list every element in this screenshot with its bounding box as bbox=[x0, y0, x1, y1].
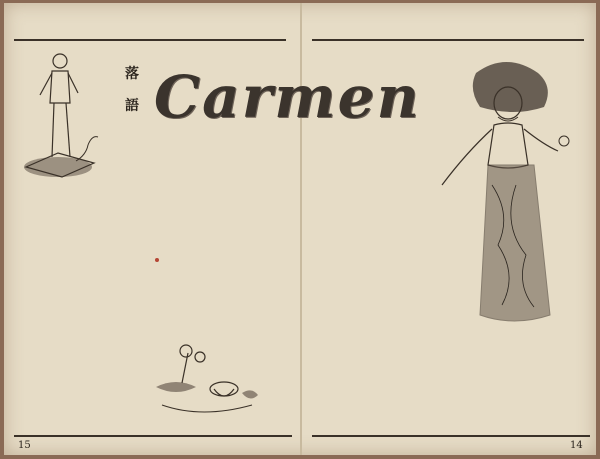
page-number-right: 14 bbox=[570, 440, 583, 451]
title-text: Carmen bbox=[154, 63, 421, 131]
magazine-spread bbox=[4, 3, 596, 455]
right-text-block-3 bbox=[470, 325, 594, 431]
left-text-block-1 bbox=[28, 153, 140, 243]
top-rule-left bbox=[14, 39, 286, 41]
title-logo bbox=[154, 47, 434, 147]
rakugo-label-char-1: 落 bbox=[125, 66, 139, 82]
top-rule-right bbox=[312, 39, 584, 41]
left-text-block-5 bbox=[124, 341, 158, 431]
left-text-block-2 bbox=[144, 146, 296, 246]
right-text-block-2 bbox=[316, 255, 466, 431]
bottom-rule-right bbox=[312, 435, 590, 437]
ink-blot bbox=[155, 258, 159, 262]
right-text-block-1 bbox=[316, 143, 434, 249]
page-number-left: 15 bbox=[18, 440, 31, 451]
left-text-block-6 bbox=[236, 341, 298, 431]
left-text-block-4 bbox=[150, 255, 296, 339]
rakugo-label-char-2: 語 bbox=[125, 98, 139, 114]
bottom-rule-left bbox=[14, 435, 292, 437]
